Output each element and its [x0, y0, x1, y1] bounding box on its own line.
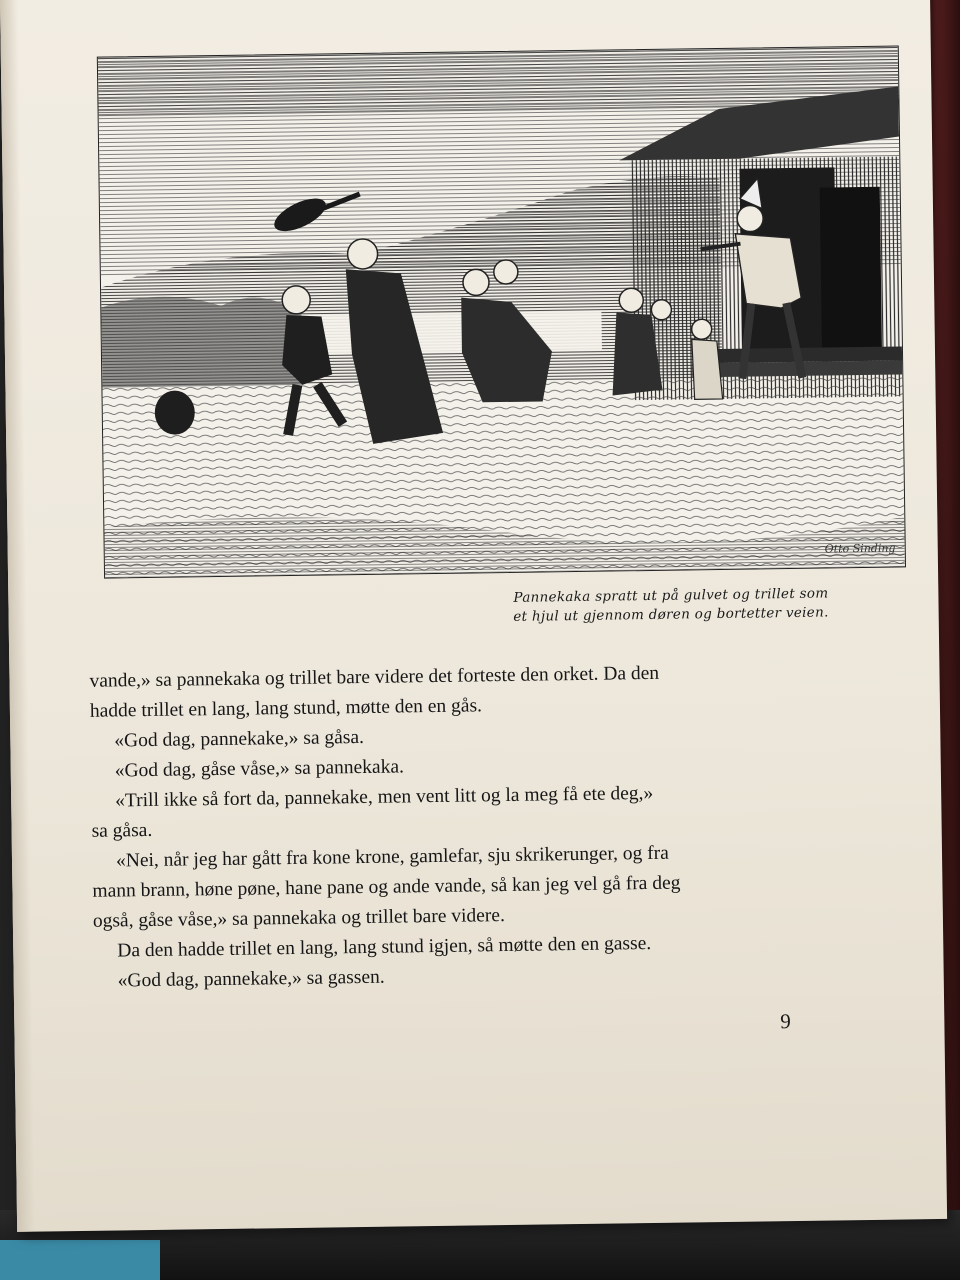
blue-object [0, 1240, 160, 1280]
text-line: «Nei, når jeg har gått fra kone krone, gamlefar, sju skrikerunger, og fra [115, 842, 670, 872]
text-line: vande,» sa pannekaka og trillet bare videre det forteste den orket. Da den [89, 662, 660, 692]
text-line: Da den hadde trillet en lang, lang stund igjen, så møtte den en gasse. [117, 933, 652, 962]
page-gutter [0, 0, 35, 1232]
engraving-drawing [98, 46, 905, 577]
text-line: sa gåsa. [91, 819, 153, 842]
caption-line: Pannekaka spratt ut på gulvet og trillet som [513, 585, 829, 606]
text-line: «God dag, pannekake,» sa gassen. [117, 966, 385, 992]
page-number: 9 [780, 1009, 792, 1034]
text-line: «God dag, gåse våse,» sa pannekaka. [114, 756, 405, 782]
story-text [89, 657, 824, 997]
engraving-illustration [97, 45, 906, 578]
text-line: «God dag, pannekake,» sa gåsa. [114, 726, 365, 752]
artist-signature: Otto Sinding [824, 541, 896, 556]
text-line: også, gåse våse,» sa pannekaka og trillet bare videre. [92, 905, 506, 932]
text-line: hadde trillet en lang, lang stund, møtte den en gås. [89, 695, 483, 722]
text-line: «Trill ikke så fort da, pannekake, men vent litt og la meg få ete deg,» [115, 782, 654, 812]
caption-line: et hjul ut gjennom døren og bortetter veien. [513, 604, 829, 625]
illustration-caption [428, 584, 828, 628]
text-line: mann brann, høne pøne, hane pane og ande vande, så kan jeg vel gå fra deg [92, 872, 681, 902]
